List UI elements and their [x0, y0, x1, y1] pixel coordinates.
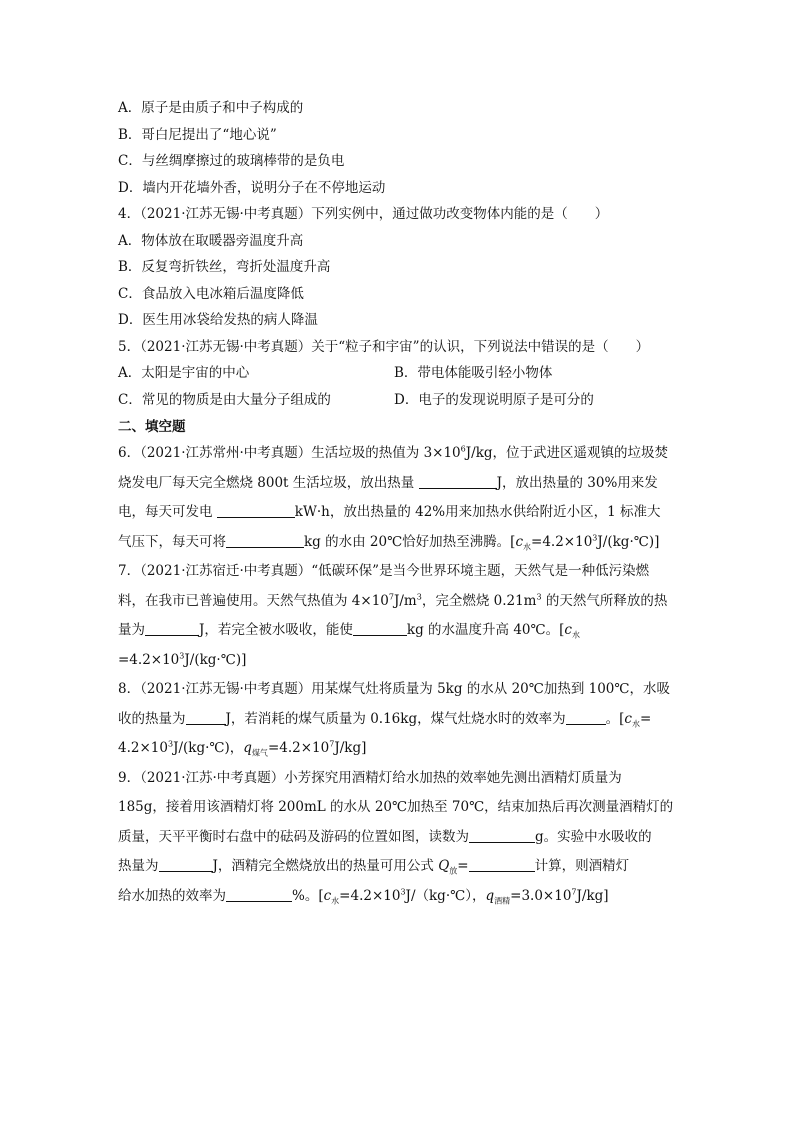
q9-text: J/kg]: [576, 887, 609, 904]
q9-text: =: [457, 858, 469, 874]
q9-exp: 3: [400, 887, 406, 896]
q5-option-d: D．电子的发现说明原子是可分的: [394, 391, 594, 408]
q7-line-3: [118, 617, 678, 644]
q7-text: 的天然气所释放的热: [541, 592, 668, 609]
question-4: [118, 202, 678, 332]
q8-blank-2[interactable]: [566, 710, 606, 725]
question-7: [118, 558, 678, 674]
q6-text: =4.2×10: [531, 533, 593, 550]
q9-text: 给水加热的效率为: [118, 887, 226, 904]
q6-blank-1[interactable]: [419, 474, 497, 489]
q8-line-3: [118, 735, 678, 762]
q7-exp: 3: [416, 592, 422, 601]
q7-sub: 水: [571, 630, 580, 640]
q9-text: g。实验中水吸收的: [535, 828, 652, 845]
q8-blank-1[interactable]: [186, 710, 226, 725]
q9-text: J，酒精完全燃烧放出的热量可用公式: [212, 858, 439, 874]
q5-stem: 5．（2021·江苏无锡·中考真题）关于“粒子和宇宙”的认识，下列说法中错误的是（ ）: [118, 338, 650, 355]
q3-option-d: D．墙内开花墙外香，说明分子在不停地运动: [118, 179, 386, 196]
q8-text: J/(kg·℃)，: [173, 740, 244, 756]
q7-line-2: [118, 588, 678, 615]
q6-text: J，放出热量的 30%用来发: [496, 474, 658, 491]
q9-text: %。[: [292, 887, 324, 904]
q6-blank-3[interactable]: [226, 533, 304, 548]
q7-blank-1[interactable]: [145, 621, 199, 636]
q8-exp: 7: [329, 739, 335, 749]
q7-line-1: 7．（2021·江苏宿迁·中考真题）“低碳环保”是当今世界环境主题，天然气是一种低污染燃: [118, 563, 650, 579]
q6-text: J/kg，位于武进区遥观镇的垃圾焚: [465, 445, 669, 461]
q9-symbol: Q: [438, 858, 450, 874]
q8-sub: 煤气: [251, 748, 268, 758]
q9-text: J/（kg·℃），: [405, 887, 486, 904]
q8-text: =4.2×10: [267, 740, 330, 756]
q8-text: J，若消耗的煤气质量为 0.16kg，煤气灶烧水时的效率为: [225, 710, 566, 727]
q9-blank-4[interactable]: [226, 887, 292, 902]
q9-line-2: 185g，接着用该酒精灯将 200mL 的水从 20℃加热至 70℃，结束加热后再次测量酒精灯的: [118, 799, 674, 815]
q9-line-1: 9．（2021·江苏·中考真题）小芳探究用酒精灯给水加热的效率她先测出酒精灯质量为: [118, 769, 622, 786]
q7-text: J，若完全被水吸收，能使: [199, 622, 353, 638]
q4-option-b: B．反复弯折铁丝，弯折处温度升高: [118, 259, 331, 275]
q6-line-4: [118, 529, 678, 556]
q8-symbol: c: [624, 710, 632, 727]
question-6: [118, 440, 678, 556]
q7-exp: 7: [388, 592, 394, 601]
q9-blank-1[interactable]: [469, 828, 535, 843]
q5-row-ab: [118, 361, 678, 385]
q9-text: 质量，天平平衡时右盘中的砝码及游码的位置如图，读数为: [118, 828, 469, 845]
q9-sub: 酒精: [494, 896, 511, 906]
q4-option-a: A．物体放在取暖器旁温度升高: [118, 232, 304, 249]
q7-text: J/m: [393, 592, 417, 609]
question-3-options: [118, 96, 678, 200]
q3-option-b: B．哥白尼提出了“地心说”: [118, 126, 277, 143]
q8-text: J/kg]: [334, 740, 367, 756]
q8-text: 4.2×10: [118, 740, 168, 756]
question-8: [118, 676, 678, 762]
q9-line-5: [118, 883, 678, 910]
q7-exp: 3: [179, 651, 185, 660]
q7-text: kg 的水温度升高 40℃。[: [406, 622, 565, 638]
q9-symbol: q: [485, 887, 495, 904]
q6-line-3: [118, 499, 678, 526]
q4-stem: 4．（2021·江苏无锡·中考真题）下列实例中，通过做功改变物体内能的是（ ）: [118, 206, 609, 222]
q6-sub: 水: [523, 542, 532, 552]
q5-row-cd: [118, 388, 678, 412]
q8-text: 。[: [605, 710, 625, 727]
q6-text: 6．（2021·江苏常州·中考真题）生活垃圾的热值为 3×10: [118, 445, 461, 461]
q8-text: 收的热量为: [118, 710, 186, 727]
q6-text: 烧发电厂每天完全燃烧 800t 生活垃圾，放出热量: [118, 474, 419, 491]
q6-symbol: c: [515, 533, 524, 550]
q7-text: 量为: [118, 622, 145, 638]
q9-line-4: [118, 853, 678, 880]
q9-symbol: c: [323, 887, 332, 904]
q5-option-a: A．太阳是宇宙的中心: [118, 365, 250, 381]
q4-option-d: D．医生用冰袋给发热的病人降温: [118, 312, 318, 328]
q6-text: kg 的水由 20℃恰好加热至沸腾。[: [304, 533, 516, 550]
q8-symbol: q: [243, 740, 252, 756]
q7-text: 料，在我市已普遍使用。天然气热值为 4×10: [118, 592, 389, 609]
q9-blank-2[interactable]: [159, 857, 213, 872]
q7-line-4: [118, 647, 678, 674]
q6-blank-2[interactable]: [217, 503, 295, 518]
q7-exp: 3: [536, 592, 542, 601]
q5-option-b: B．带电体能吸引轻小物体: [394, 365, 553, 381]
q8-exp: 3: [167, 739, 174, 749]
q6-text: 电，每天可发电: [118, 504, 217, 520]
q7-blank-2[interactable]: [353, 621, 407, 636]
q9-text: =3.0×10: [510, 887, 572, 904]
q8-line-1: 8．（2021·江苏无锡·中考真题）用某煤气灶将质量为 5kg 的水从 20℃加热到 100℃，水吸: [118, 681, 671, 697]
q3-option-c: C．与丝绸摩擦过的玻璃棒带的是负电: [118, 153, 345, 169]
q7-text: ，完全燃烧 0.21m: [421, 592, 537, 609]
q8-text: =: [639, 710, 652, 727]
q9-text: 计算，则酒精灯: [534, 858, 630, 874]
q8-sub: 水: [631, 719, 640, 729]
q9-text: =4.2×10: [339, 887, 401, 904]
q9-sub: 水: [331, 896, 340, 906]
question-5: [118, 335, 678, 412]
q7-text: =4.2×10: [118, 651, 180, 668]
q6-exp: 6: [460, 444, 466, 454]
q8-line-2: [118, 706, 678, 733]
q9-text: 热量为: [118, 858, 159, 874]
q7-text: J/(kg·℃)]: [184, 651, 247, 668]
section-heading-fill-in: 二、填空题: [118, 419, 186, 435]
question-9: [118, 765, 678, 910]
q6-text: kW·h，放出热量的 42%用来加热水供给附近小区，1 标准大: [294, 504, 661, 520]
q7-symbol: c: [564, 622, 572, 638]
q6-text: 气压下，每天可将: [118, 533, 226, 550]
q9-blank-3[interactable]: [469, 857, 535, 872]
q9-sub: 放: [449, 866, 458, 876]
q5-option-c: C．常见的物质是由大量分子组成的: [118, 391, 331, 408]
q6-exp: 3: [592, 533, 598, 542]
q9-exp: 7: [571, 887, 577, 896]
q6-line-2: [118, 470, 678, 497]
q6-text: J/(kg·℃)]: [597, 533, 660, 550]
q4-option-c: C．食品放入电冰箱后温度降低: [118, 285, 304, 302]
document-page: [118, 96, 678, 912]
q9-line-3: [118, 824, 678, 851]
q6-line-1: [118, 440, 678, 467]
q3-option-a: A．原子是由质子和中子构成的: [118, 100, 304, 116]
